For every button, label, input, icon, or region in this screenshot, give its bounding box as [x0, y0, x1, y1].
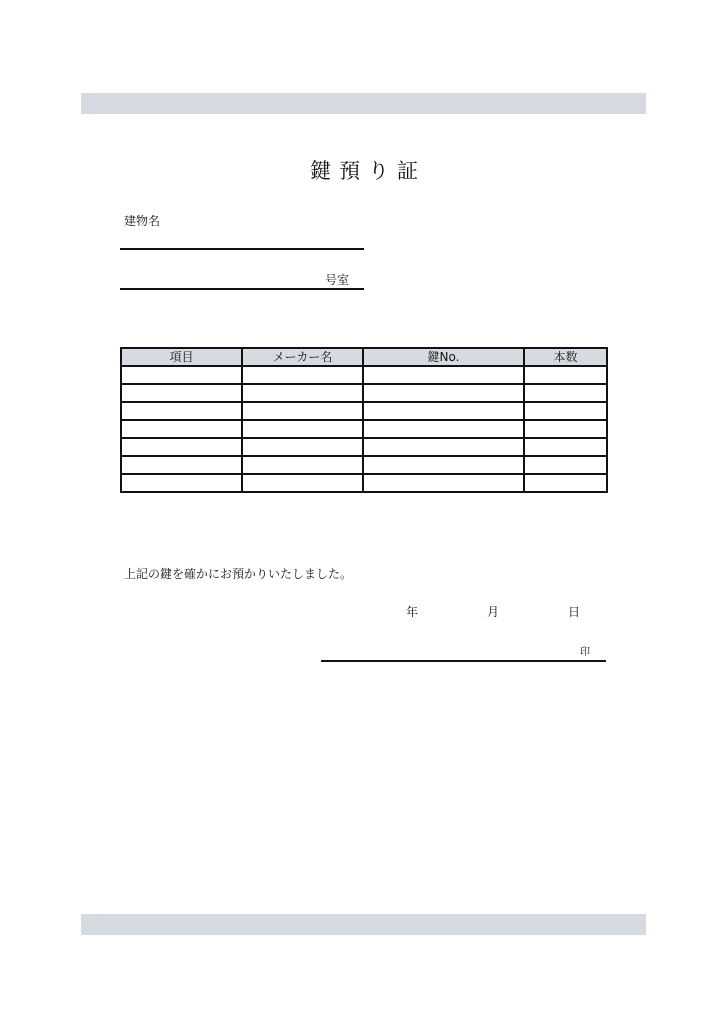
table-cell-maker[interactable] [242, 438, 363, 456]
table-cell-quantity[interactable] [524, 438, 607, 456]
building-name-label: 建物名 [124, 214, 161, 228]
table-cell-quantity[interactable] [524, 402, 607, 420]
building-name-field-line[interactable] [120, 248, 364, 250]
date-year-label: 年 [406, 605, 419, 619]
table-row [121, 456, 607, 474]
document-title: 鍵預り証 [310, 159, 426, 183]
bottom-decorative-band [81, 914, 646, 935]
key-table-header-row [121, 348, 607, 366]
table-cell-maker[interactable] [242, 402, 363, 420]
table-cell-quantity[interactable] [524, 384, 607, 402]
table-cell-maker[interactable] [242, 420, 363, 438]
table-cell-quantity[interactable] [524, 456, 607, 474]
table-cell-quantity[interactable] [524, 420, 607, 438]
table-cell-item[interactable] [121, 384, 242, 402]
table-row [121, 384, 607, 402]
room-number-suffix: 号室 [325, 273, 350, 287]
table-cell-key-number[interactable] [363, 420, 524, 438]
table-cell-key-number[interactable] [363, 474, 524, 492]
date-month-label: 月 [487, 605, 500, 619]
signature-field-line[interactable] [321, 660, 606, 662]
table-cell-quantity[interactable] [524, 474, 607, 492]
table-cell-item[interactable] [121, 420, 242, 438]
table-cell-maker[interactable] [242, 456, 363, 474]
table-row [121, 366, 607, 384]
table-cell-item[interactable] [121, 402, 242, 420]
table-cell-key-number[interactable] [363, 402, 524, 420]
table-row [121, 474, 607, 492]
table-row [121, 402, 607, 420]
table-row [121, 420, 607, 438]
table-cell-maker[interactable] [242, 474, 363, 492]
table-cell-item[interactable] [121, 366, 242, 384]
receipt-statement: 上記の鍵を確かにお預かりいたしました。 [124, 567, 353, 581]
top-decorative-band [81, 93, 646, 114]
table-cell-item[interactable] [121, 474, 242, 492]
table-cell-key-number[interactable] [363, 366, 524, 384]
key-table [120, 347, 608, 493]
seal-mark-label: 印 [580, 647, 590, 658]
table-cell-maker[interactable] [242, 366, 363, 384]
header-item: 項目 [121, 348, 242, 366]
table-cell-item[interactable] [121, 456, 242, 474]
table-cell-key-number[interactable] [363, 384, 524, 402]
header-quantity: 本数 [524, 348, 607, 366]
room-number-field-line[interactable] [120, 288, 364, 290]
table-cell-key-number[interactable] [363, 438, 524, 456]
table-row [121, 438, 607, 456]
table-cell-item[interactable] [121, 438, 242, 456]
date-day-label: 日 [568, 605, 581, 619]
table-cell-key-number[interactable] [363, 456, 524, 474]
table-cell-quantity[interactable] [524, 366, 607, 384]
table-cell-maker[interactable] [242, 384, 363, 402]
header-key-number: 鍵No. [363, 348, 524, 366]
header-maker: メーカー名 [242, 348, 363, 366]
